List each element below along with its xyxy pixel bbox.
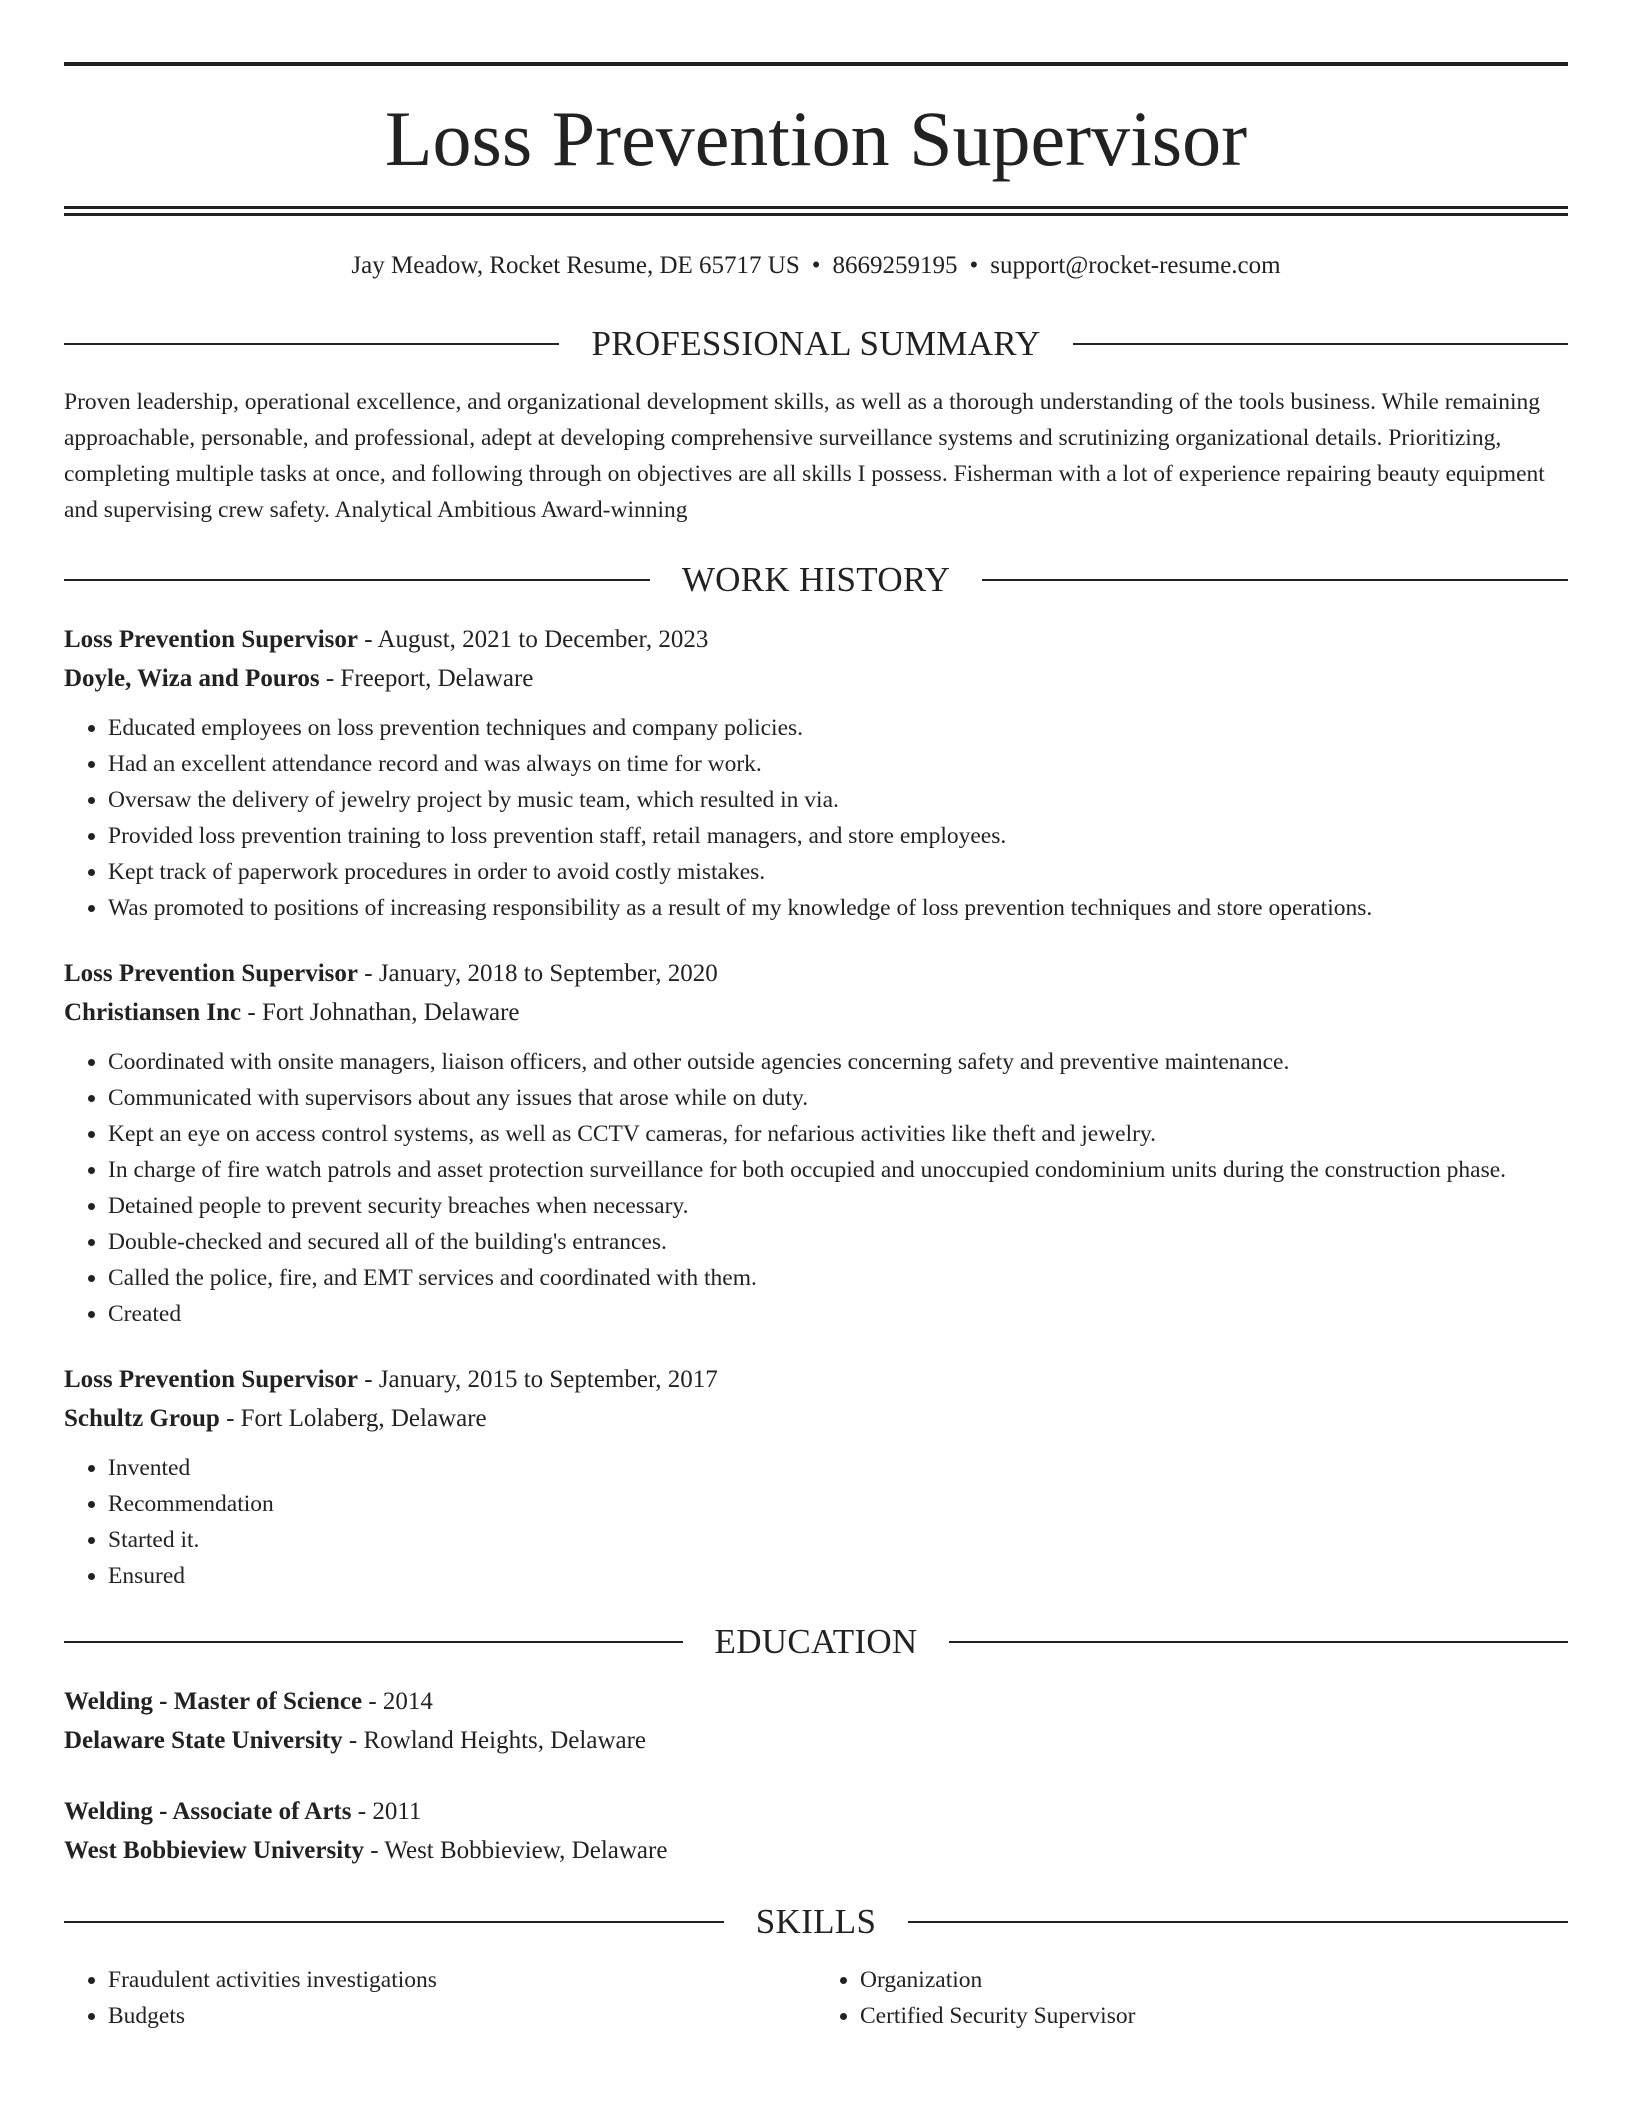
- top-rule: [64, 62, 1568, 66]
- job-location: - Fort Lolaberg, Delaware: [219, 1405, 487, 1432]
- resume-title: Loss Prevention Supervisor: [384, 95, 1248, 182]
- section-heading-skills: [64, 1902, 1568, 1942]
- job-role: Loss Prevention Supervisor: [64, 626, 358, 653]
- job-dates: - January, 2018 to September, 2020: [358, 960, 718, 987]
- summary-text: Proven leadership, operational excellence, and organizational development skills, as well as a thorough understanding of the tools business. While remaining approachable, personable, and professional, adept at developing comprehensive surveillance systems and scrutinizing organizational details. Prioritizing, completing multiple tasks at once, and following through on objectives are all skills I possess. Fisherman with a lot of experience repairing beauty equipment and supervising crew safety. Analytical Ambitious Award-winning: [64, 389, 1545, 523]
- skill-item: • Fraudulent activities investigations: [108, 1962, 816, 1998]
- skills-list: [64, 1962, 1568, 2034]
- job-role: Loss Prevention Supervisor: [64, 960, 358, 987]
- job-bullets: [64, 710, 1568, 926]
- job-company: Doyle, Wiza and Pouros: [64, 665, 320, 692]
- list-item: • Coordinated with onsite managers, liaison officers, and other outside agencies concerning safety and preventive maintenance.: [108, 1044, 1568, 1080]
- job-entry: [64, 1360, 1568, 1594]
- list-item: • Ensured: [108, 1558, 1568, 1594]
- section-title: WORK HISTORY: [681, 560, 951, 599]
- list-item: • Had an excellent attendance record and was always on time for work.: [108, 746, 1568, 782]
- skill-item: • Budgets: [108, 1998, 816, 2034]
- skill-item: • Certified Security Supervisor: [860, 1998, 1568, 2034]
- section-title: EDUCATION: [714, 1622, 918, 1661]
- list-item: • Double-checked and secured all of the building's entrances.: [108, 1224, 1568, 1260]
- section-title: PROFESSIONAL SUMMARY: [591, 324, 1041, 363]
- heading-rule: [64, 343, 559, 345]
- list-item: • Oversaw the delivery of jewelry project by music team, which resulted in via.: [108, 782, 1568, 818]
- job-role-line: [64, 1360, 1568, 1399]
- education-degree: Welding - Associate of Arts: [64, 1798, 352, 1825]
- contact-phone: 8669259195: [832, 252, 958, 279]
- list-item: • Created: [108, 1296, 1568, 1332]
- skills-column-left: [64, 1962, 816, 2034]
- list-item: • Started it.: [108, 1522, 1568, 1558]
- job-role-line: [64, 954, 1568, 993]
- education-school-line: [64, 1721, 1568, 1760]
- list-item: • Called the police, fire, and EMT services and coordinated with them.: [108, 1260, 1568, 1296]
- heading-rule: [64, 579, 650, 581]
- list-item: • Communicated with supervisors about any issues that arose while on duty.: [108, 1080, 1568, 1116]
- education-school: West Bobbieview University: [64, 1837, 364, 1864]
- education-degree-line: [64, 1682, 1568, 1721]
- job-company: Schultz Group: [64, 1405, 220, 1432]
- section-title: SKILLS: [755, 1902, 877, 1941]
- list-item: • Recommendation: [108, 1486, 1568, 1522]
- heading-rule: [1073, 343, 1568, 345]
- section-heading-summary: [64, 324, 1568, 364]
- list-item: • Detained people to prevent security breaches when necessary.: [108, 1188, 1568, 1224]
- list-item: • Educated employees on loss prevention techniques and company policies.: [108, 710, 1568, 746]
- education-degree-line: [64, 1792, 1568, 1831]
- list-item: • Kept an eye on access control systems, as well as CCTV cameras, for nefarious activities like theft and jewelry.: [108, 1116, 1568, 1152]
- list-item: • Invented: [108, 1450, 1568, 1486]
- section-heading-work: [64, 560, 1568, 600]
- skills-column-right: [816, 1962, 1568, 2034]
- heading-rule: [908, 1921, 1568, 1923]
- education-location: - Rowland Heights, Delaware: [342, 1727, 647, 1754]
- job-bullets: [64, 1044, 1568, 1332]
- job-company-line: [64, 993, 1568, 1032]
- job-role: Loss Prevention Supervisor: [64, 1366, 358, 1393]
- education-school: Delaware State University: [64, 1727, 343, 1754]
- heading-rule: [949, 1641, 1568, 1643]
- job-entry: [64, 954, 1568, 1332]
- education-degree: Welding - Master of Science: [64, 1688, 363, 1715]
- job-company-line: [64, 1399, 1568, 1438]
- job-company: Christiansen Inc: [64, 999, 242, 1026]
- job-dates: - January, 2015 to September, 2017: [358, 1366, 718, 1393]
- job-location: - Freeport, Delaware: [319, 665, 534, 692]
- education-location: - West Bobbieview, Delaware: [364, 1837, 668, 1864]
- education-school-line: [64, 1831, 1568, 1870]
- education-entry: [64, 1682, 1568, 1760]
- skill-item: • Organization: [860, 1962, 1568, 1998]
- job-entry: [64, 620, 1568, 926]
- double-rule: [64, 206, 1568, 216]
- contact-separator: •: [969, 252, 979, 279]
- section-heading-education: [64, 1622, 1568, 1662]
- job-location: - Fort Johnathan, Delaware: [241, 999, 520, 1026]
- list-item: • In charge of fire watch patrols and asset protection surveillance for both occupied and unoccupied condominium units during the construction phase.: [108, 1152, 1568, 1188]
- job-bullets: [64, 1450, 1568, 1594]
- contact-line: [64, 252, 1568, 280]
- education-year: - 2011: [351, 1798, 422, 1825]
- education-entry: [64, 1792, 1568, 1870]
- heading-rule: [64, 1641, 683, 1643]
- job-role-line: [64, 620, 1568, 659]
- list-item: • Provided loss prevention training to loss prevention staff, retail managers, and store employees.: [108, 818, 1568, 854]
- heading-rule: [64, 1921, 724, 1923]
- contact-separator: •: [811, 252, 821, 279]
- job-company-line: [64, 659, 1568, 698]
- education-year: - 2014: [362, 1688, 433, 1715]
- job-dates: - August, 2021 to December, 2023: [358, 626, 709, 653]
- contact-address: Jay Meadow, Rocket Resume, DE 65717 US: [351, 252, 800, 279]
- list-item: • Kept track of paperwork procedures in order to avoid costly mistakes.: [108, 854, 1568, 890]
- heading-rule: [982, 579, 1568, 581]
- contact-email: support@rocket-resume.com: [990, 252, 1281, 279]
- list-item: • Was promoted to positions of increasing responsibility as a result of my knowledge of loss prevention techniques and store operations.: [108, 890, 1568, 926]
